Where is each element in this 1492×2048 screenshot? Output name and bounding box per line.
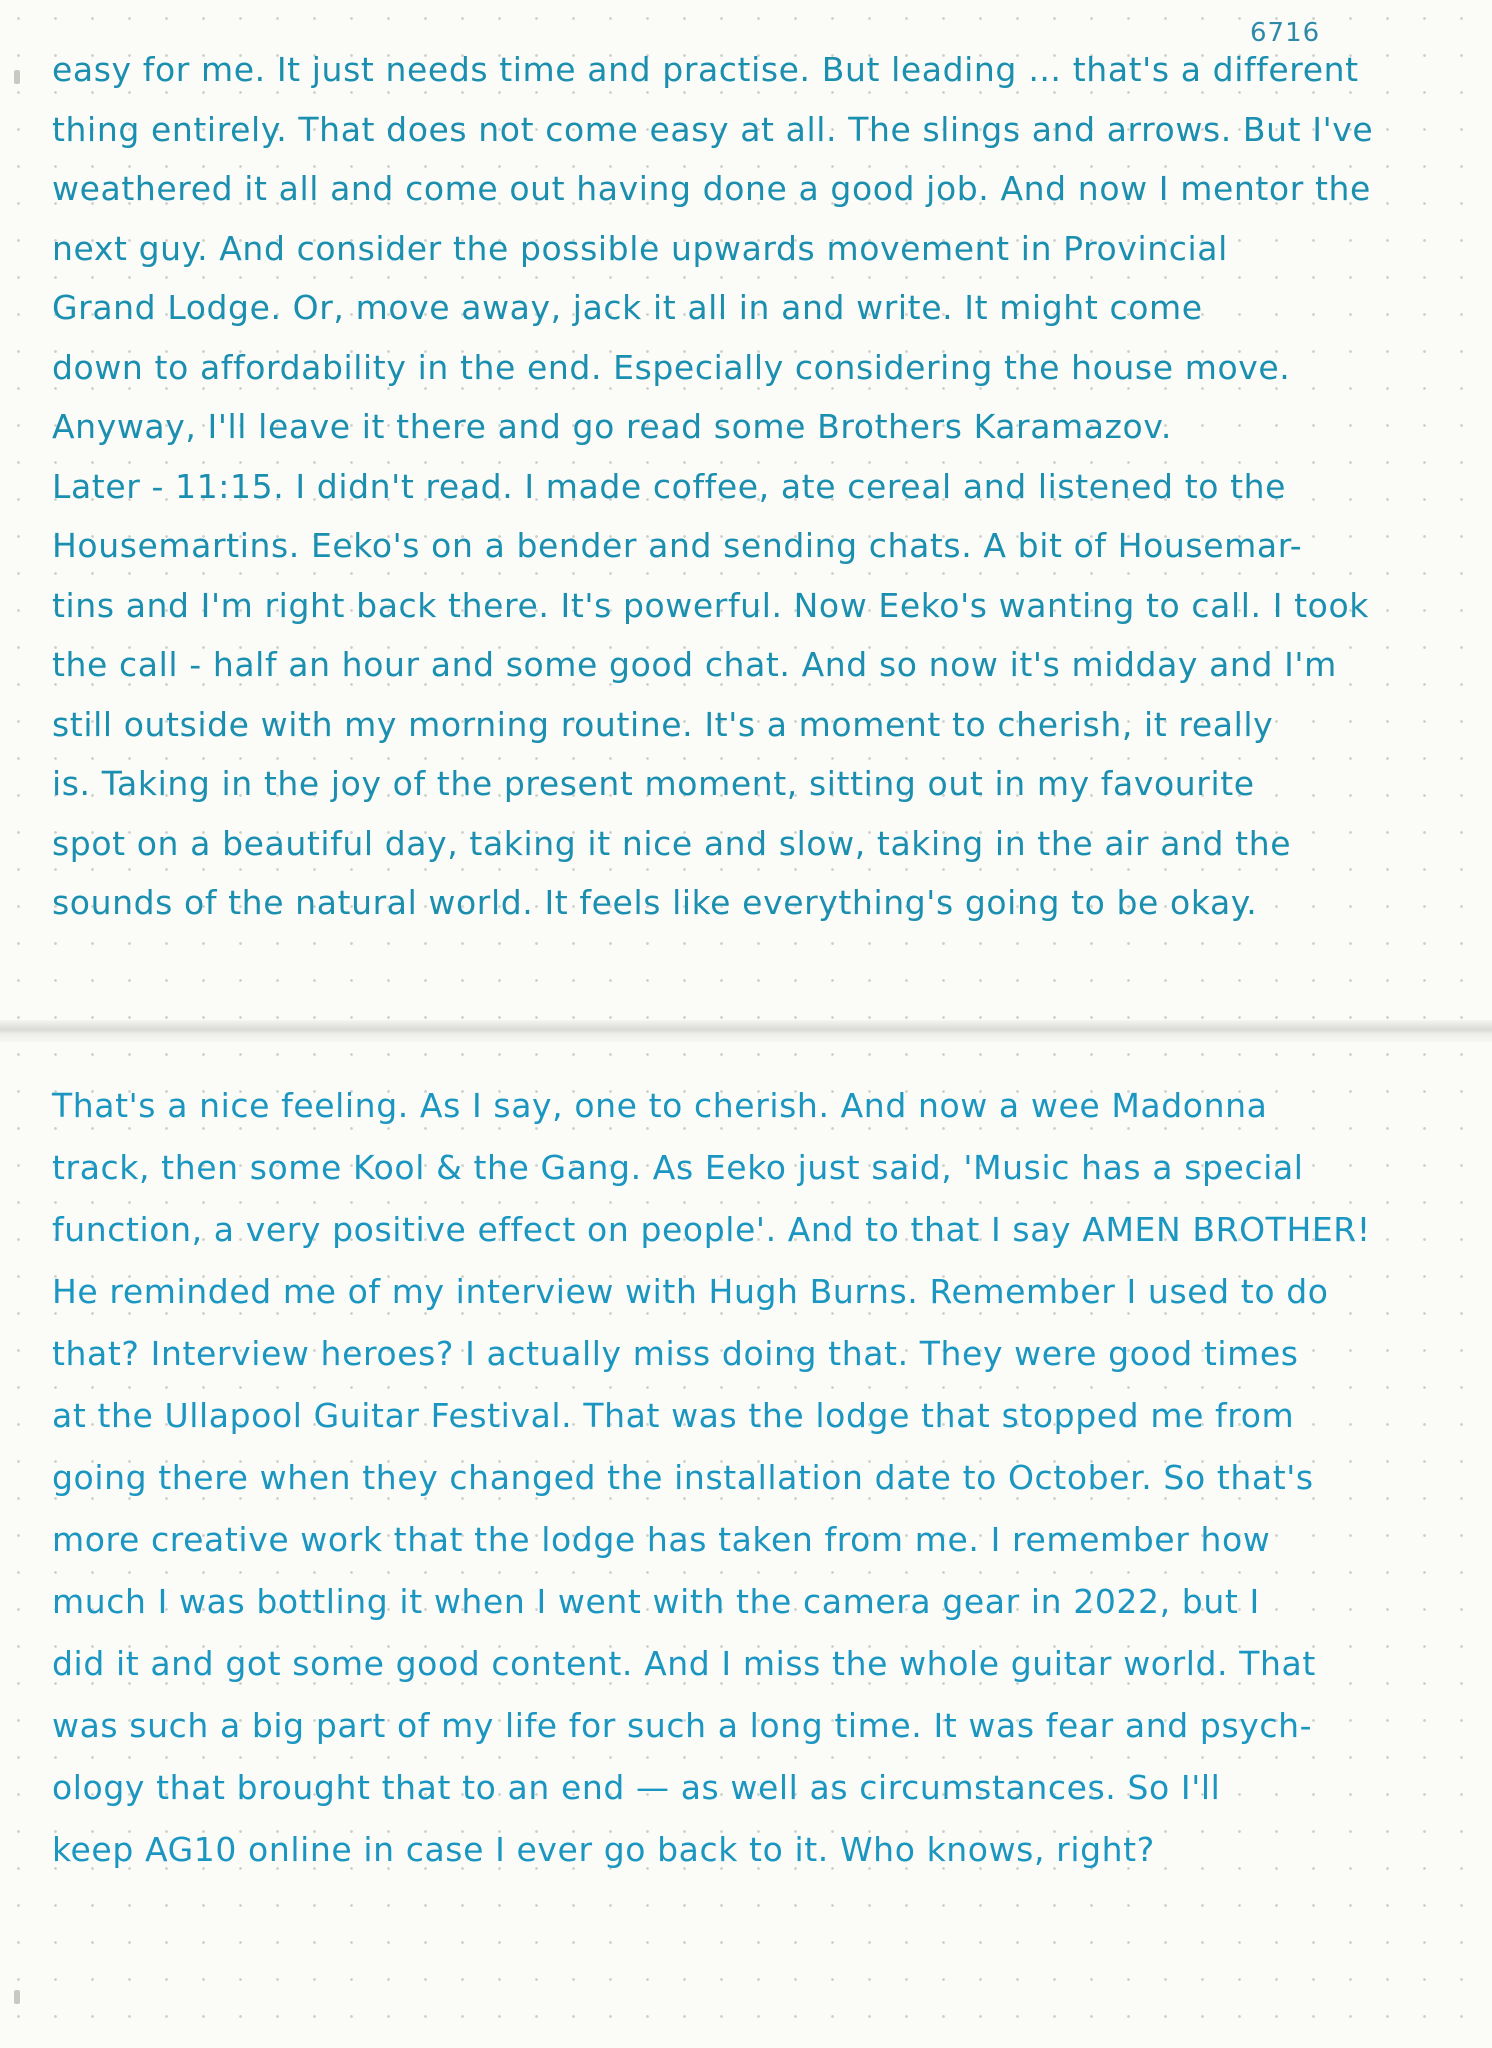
handwritten-line: was such a big part of my life for such a long time. It was fear and psych-	[52, 1706, 1313, 1745]
handwritten-line: at the Ullapool Guitar Festival. That was the lodge that stopped me from	[52, 1396, 1295, 1435]
handwritten-line: tins and I'm right back there. It's powerful. Now Eeko's wanting to call. I took	[52, 585, 1369, 625]
handwritten-line: track, then some Kool & the Gang. As Eeko just said, 'Music has a special	[52, 1148, 1304, 1187]
handwritten-line: next guy. And consider the possible upwards movement in Provincial	[52, 228, 1228, 268]
handwritten-line: spot on a beautiful day, taking it nice and slow, taking in the air and the	[52, 823, 1292, 863]
page-edge-mark	[14, 70, 20, 84]
page-edge-mark	[14, 1990, 20, 2004]
handwritten-line: going there when they changed the installation date to October. So that's	[52, 1458, 1314, 1497]
top-page	[52, 40, 1452, 933]
handwritten-line: down to affordability in the end. Especially considering the house move.	[52, 347, 1291, 387]
handwritten-line: Later - 11:15. I didn't read. I made coffee, ate cereal and listened to the	[52, 466, 1287, 506]
handwritten-line: function, a very positive effect on people'. And to that I say AMEN BROTHER!	[52, 1210, 1371, 1249]
handwritten-line: the call - half an hour and some good chat. And so now it's midday and I'm	[52, 645, 1337, 684]
handwritten-line: is. Taking in the joy of the present moment, sitting out in my favourite	[52, 764, 1255, 803]
handwritten-line: sounds of the natural world. It feels like everything's going to be okay.	[52, 883, 1258, 922]
handwritten-line: more creative work that the lodge has taken from me. I remember how	[52, 1520, 1271, 1559]
handwritten-line: that? Interview heroes? I actually miss doing that. They were good times	[52, 1334, 1299, 1373]
handwritten-line: thing entirely. That does not come easy at all. The slings and arrows. But I've	[52, 109, 1374, 149]
bottom-page	[52, 1075, 1452, 1881]
handwritten-line: much I was bottling it when I went with the camera gear in 2022, but I	[52, 1582, 1260, 1621]
notebook-gutter	[0, 1020, 1492, 1042]
handwritten-line: He reminded me of my interview with Hugh Burns. Remember I used to do	[52, 1272, 1329, 1311]
handwritten-line: easy for me. It just needs time and practise. But leading … that's a different	[52, 50, 1359, 89]
handwritten-line: did it and got some good content. And I miss the whole guitar world. That	[52, 1644, 1316, 1683]
handwritten-line: keep AG10 online in case I ever go back to it. Who knows, right?	[52, 1830, 1155, 1869]
handwritten-line: weathered it all and come out having done a good job. And now I mentor the	[52, 169, 1371, 208]
handwritten-line: Grand Lodge. Or, move away, jack it all in and write. It might come	[52, 288, 1203, 327]
handwritten-line: That's a nice feeling. As I say, one to cherish. And now a wee Madonna	[52, 1086, 1268, 1125]
handwritten-line: still outside with my morning routine. It's a moment to cherish, it really	[52, 704, 1274, 744]
handwritten-line: Anyway, I'll leave it there and go read some Brothers Karamazov.	[52, 407, 1172, 446]
page-number: 6716	[1250, 18, 1321, 48]
handwritten-line: ology that brought that to an end — as well as circumstances. So I'll	[52, 1768, 1221, 1807]
handwritten-line: Housemartins. Eeko's on a bender and sending chats. A bit of Housemar-	[52, 526, 1303, 565]
